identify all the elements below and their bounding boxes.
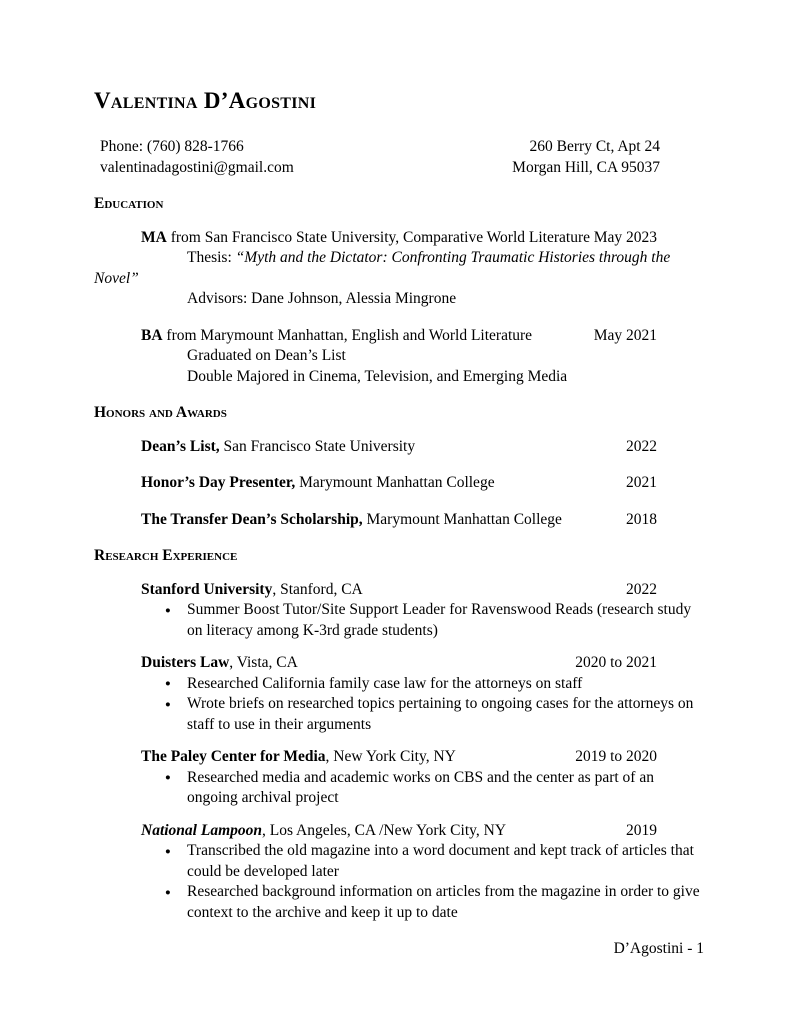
education-ba-detail: Double Majored in Cinema, Television, and Emerging Media (187, 367, 568, 385)
research-bullet: ● Researched background information on articles from the magazine in order to give context to the archive and keep it up to date (187, 882, 704, 923)
education-ma-thesis-line1 (187, 248, 704, 269)
section-heading-education: Education (94, 195, 164, 212)
contact-email: valentinadagostini@gmail.com (100, 158, 294, 176)
research-title-row (141, 653, 704, 674)
research-bullet-list (141, 600, 704, 641)
research-title (141, 821, 626, 842)
research-entry-stanford (141, 580, 704, 642)
section-heading-research: Research Experience (94, 547, 238, 564)
research-location: , Vista, CA (229, 654, 298, 671)
honors-item-title: Dean’s List, (141, 437, 220, 455)
research-date: 2020 to 2021 (575, 654, 657, 671)
research-date: 2019 to 2020 (575, 748, 657, 765)
honors-item-text (141, 473, 626, 494)
education-ma-thesis-line2 (94, 269, 704, 290)
research-title (141, 653, 575, 674)
research-bullet-list (141, 841, 704, 923)
thesis-label: Thesis: (187, 249, 236, 266)
honors-item (141, 510, 704, 531)
research-title (141, 580, 626, 601)
research-entry-duisters-law (141, 653, 704, 735)
education-ba-title (141, 326, 594, 347)
education-ma-title-row (141, 228, 704, 249)
honors-item-year: 2022 (626, 437, 657, 455)
research-bullet-list (141, 768, 704, 809)
research-bullet: ● Summer Boost Tutor/Site Support Leader for Ravenswood Reads (research study on literacy among K-3rd grade students) (187, 600, 704, 641)
research-location: , New York City, NY (325, 748, 456, 765)
research-title-row (141, 580, 704, 601)
contact-address (512, 137, 660, 178)
research-date: 2022 (626, 580, 657, 598)
research-location: , Los Angeles, CA /New York City, NY (262, 821, 507, 839)
education-ma-description: from San Francisco State University, Comparative World Literature (166, 228, 590, 246)
research-organization: The Paley Center for Media (141, 748, 326, 765)
honors-item-title: Honor’s Day Presenter, (141, 474, 296, 491)
education-ma-degree: MA (141, 228, 167, 246)
contact-left-column (100, 137, 294, 178)
research-organization: Stanford University (141, 580, 273, 598)
research-entry-national-lampoon (141, 821, 704, 924)
education-ba-detail: Graduated on Dean’s List (187, 347, 346, 364)
contact-block (94, 137, 704, 178)
honors-item-year: 2021 (626, 474, 657, 491)
contact-address-line2: Morgan Hill, CA 95037 (512, 158, 660, 176)
research-bullet: ● Researched California family case law for the attorneys on staff (187, 674, 704, 695)
research-location: , Stanford, CA (272, 580, 363, 598)
honors-item-year: 2018 (626, 510, 657, 528)
research-title-row (141, 747, 704, 768)
research-bullet: ● Researched media and academic works on CBS and the center as part of an ongoing archival project (187, 768, 704, 809)
research-title (141, 747, 575, 768)
education-ma-advisors: Advisors: Dane Johnson, Alessia Mingrone (187, 290, 457, 307)
research-bullet: ● Wrote briefs on researched topics pertaining to ongoing cases for the attorneys on staff to use in their arguments (187, 694, 704, 735)
contact-phone: Phone: (760) 828-1766 (100, 138, 244, 155)
education-ba-date: May 2021 (593, 326, 657, 344)
section-heading-honors: Honors and Awards (94, 404, 227, 421)
honors-item (141, 473, 704, 494)
research-entry-paley-center (141, 747, 704, 809)
honors-item-organization: Marymount Manhattan College (295, 474, 495, 491)
honors-item-organization: Marymount Manhattan College (362, 510, 562, 528)
contact-address-line1: 260 Berry Ct, Apt 24 (529, 138, 660, 155)
thesis-title-part2: Novel” (94, 269, 139, 287)
honors-item-title: The Transfer Dean’s Scholarship, (141, 510, 363, 528)
page-footer: D’Agostini - 1 (613, 940, 704, 957)
education-ma-date: May 2023 (593, 228, 657, 246)
education-ba-description: from Marymount Manhattan, English and World Literature (162, 326, 533, 344)
honors-item-text (141, 510, 626, 531)
honors-item (141, 437, 704, 458)
education-entry-ma (94, 228, 704, 310)
honors-item-organization: San Francisco State University (219, 437, 416, 455)
thesis-title-part1: “Myth and the Dictator: Confronting Traumatic Histories through the (235, 249, 671, 266)
research-bullet-list (141, 674, 704, 736)
research-organization: Duisters Law (141, 654, 230, 671)
education-ba-title-row (141, 326, 704, 347)
research-title-row (141, 821, 704, 842)
research-bullet: ● Transcribed the old magazine into a word document and kept track of articles that could be developed later (187, 841, 704, 882)
education-ba-degree: BA (141, 326, 163, 344)
research-organization: National Lampoon (141, 821, 263, 839)
education-ma-title (141, 228, 594, 249)
page-title: Valentina D’Agostini (94, 88, 317, 113)
honors-item-text (141, 437, 626, 458)
education-entry-ba (141, 326, 704, 388)
research-date: 2019 (626, 821, 657, 839)
